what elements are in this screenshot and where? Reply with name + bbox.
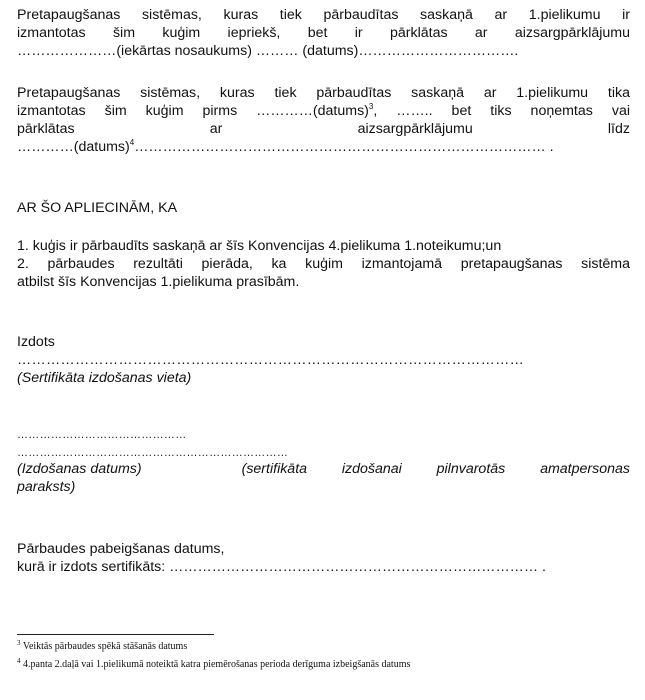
point-1: 1. kuģis ir pārbaudīts saskaņā ar šīs Konvencijas 4.pielikuma 1.noteikumu;un [17, 238, 502, 254]
issued-label: Izdots [17, 334, 55, 350]
issue-date-field: ……………………………………… [17, 429, 187, 441]
issued-place-field: …………………………………………………………………………………………… [17, 352, 525, 368]
point-2-line2: atbilst šīs Konvencijas 1.pielikuma prasībām. [17, 274, 300, 290]
para2-line1: Pretapaugšanas sistēmas, kuras tiek pārbaudītas saskaņā ar 1.pielikumu tika [17, 85, 630, 101]
para2-line2 [17, 102, 630, 120]
signature-caption-line1: (sertifikāta izdošanai pilnvarotās amatpersonas [241, 461, 630, 477]
signature-captions [17, 460, 630, 478]
footnote-3-mark: 3 [17, 639, 21, 647]
signature-field: ……………………………………………………………… [17, 447, 289, 459]
footnote-divider [17, 634, 214, 635]
paragraph-systems-to-remove [17, 84, 630, 156]
signature-caption-line2: paraksts) [17, 479, 76, 495]
footnote-ref-4: 4 [129, 138, 135, 147]
attestation-points [17, 237, 630, 291]
footnote-4-text: 4.panta 2.daļā vai 1.pielikumā noteiktā katra piemērošanas perioda derīguma izbeigšanās datums [23, 659, 411, 670]
para2-line2-end: , …….. bet tiks noņemtas vai [373, 103, 630, 119]
footnote-ref-3: 3 [368, 102, 374, 111]
para2-line4-end: …………………………………………………………………………… . [134, 139, 554, 155]
para2-line4-start: …………(datums) [17, 139, 130, 155]
para2-line3-word1: pārklātas [17, 121, 75, 137]
attestation-heading: AR ŠO APLIECINĀM, KA [17, 200, 178, 216]
paragraph-previous-systems [17, 6, 630, 60]
para2-line3-word2: ar [209, 121, 223, 137]
para2-line3-word3: aizsargpārklājumu [357, 121, 473, 137]
completion-line1: Pārbaudes pabeigšanas datums, [17, 541, 225, 557]
footnote-4-mark: 4 [17, 657, 21, 665]
completion-block [17, 540, 630, 576]
para1-line1: Pretapaugšanas sistēmas, kuras tiek pārbaudītas saskaņā ar 1.pielikumu ir [17, 7, 630, 23]
footnote-4 [17, 659, 410, 671]
issued-place-caption: (Sertifikāta izdošanas vieta) [17, 370, 192, 386]
signature-block [17, 426, 630, 496]
para2-line2-start: izmantotas šim kuģim pirms …………(datums) [17, 103, 369, 119]
para2-line4 [17, 138, 630, 156]
footnote-3-text: Veiktās pārbaudes spēkā stāšanās datums [22, 641, 188, 652]
para1-line2: izmantotas šim kuģim iepriekš, bet ir pārklātas ar aizsargpārklājumu [17, 25, 630, 41]
para2-line3-word4: līdz [607, 121, 630, 137]
para1-line3: …………………(iekārtas nosaukums) ……… (datums)……………………………. [17, 43, 519, 59]
issue-date-caption: (Izdošanas datums) [17, 461, 142, 477]
completion-line2: kurā ir izdots sertifikāts: …………………………………………………………………… . [17, 559, 546, 575]
point-2-line1: 2. pārbaudes rezultāti pierāda, ka kuģim izmantojamā pretapaugšanas sistēma [17, 256, 630, 272]
para2-line3 [17, 120, 630, 138]
footnote-3 [17, 641, 187, 653]
issued-block [17, 333, 630, 387]
